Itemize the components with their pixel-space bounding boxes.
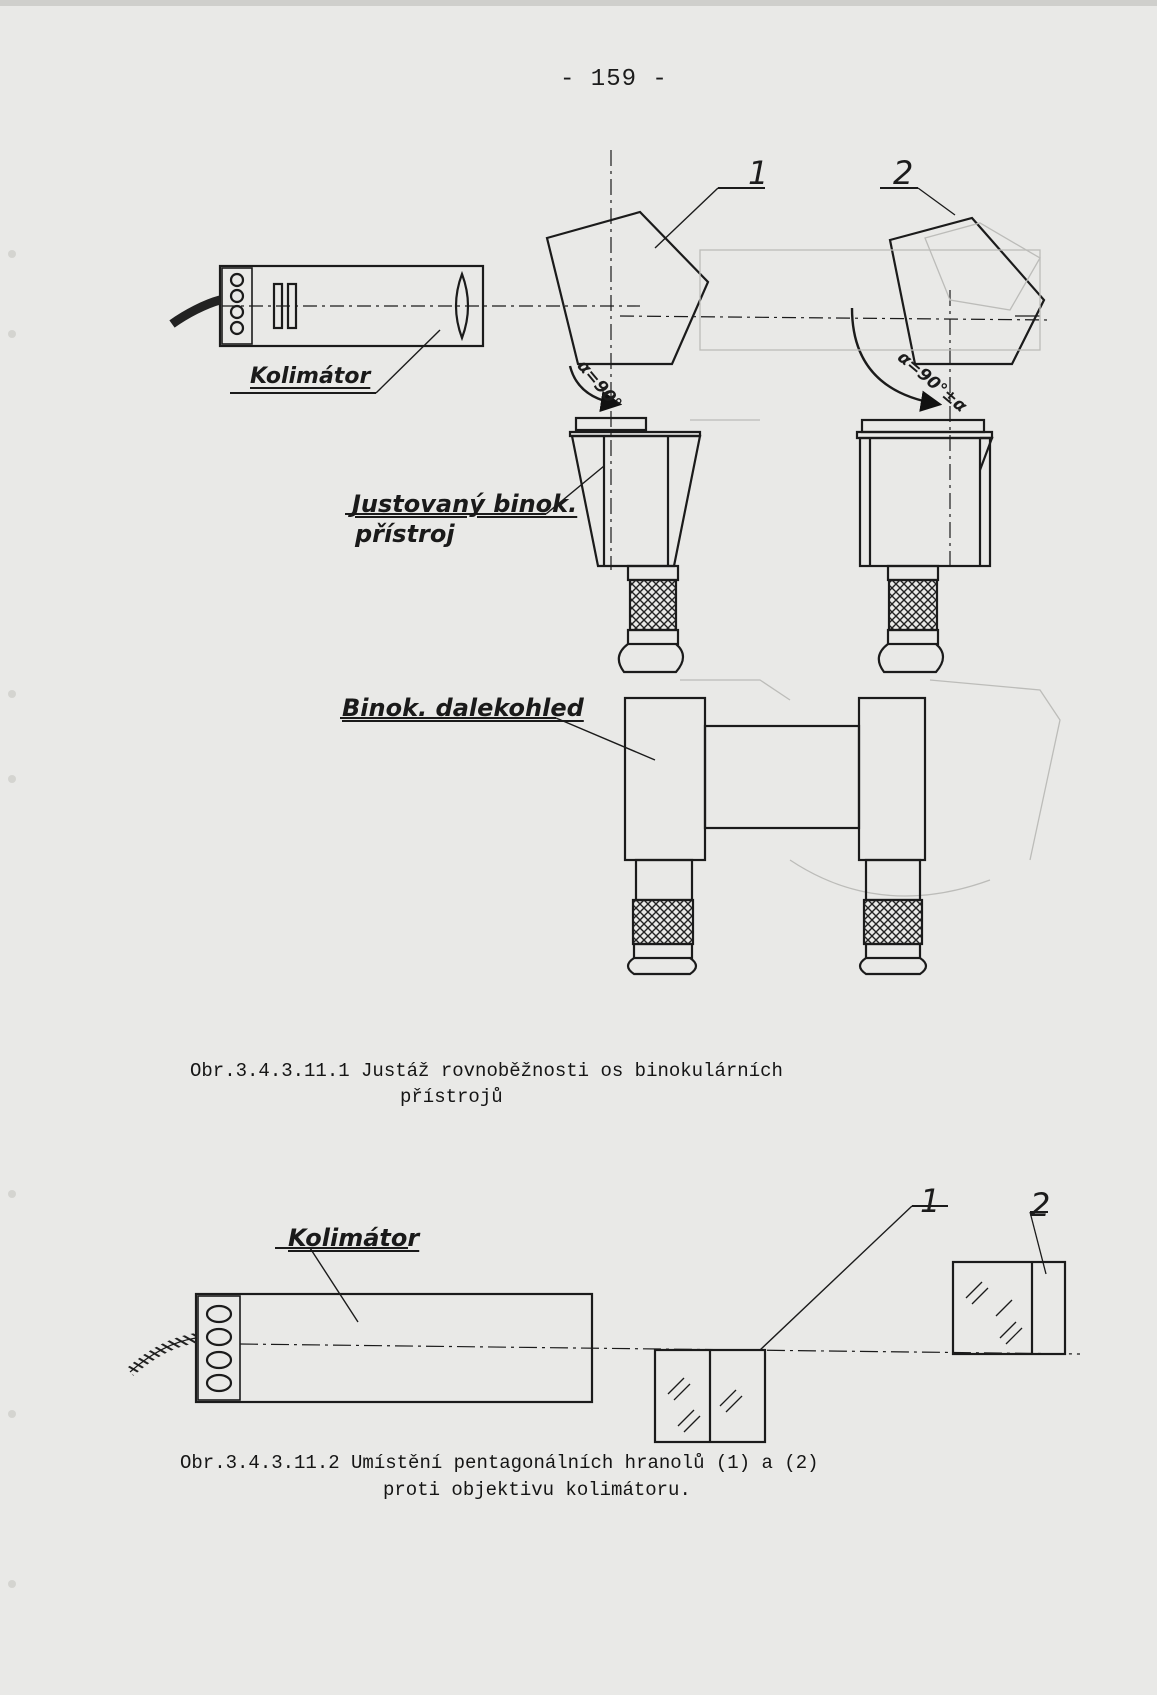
figure1-caption-line1: Obr.3.4.3.11.1 Justáž rovnoběžnosti os binokulárních [190,1060,783,1082]
binocular-left [570,418,705,974]
prism-2-number-fig1: 2 [893,154,914,192]
prism-2-number-fig2: 2 [1030,1186,1051,1224]
prism-1-number-fig1: 1 [748,154,769,192]
adjusted-binocular-label-line1: Justovaný binok. [352,490,578,518]
angle-label-1: α=90° [572,356,626,414]
collimator-label-fig2: Kolimátor [288,1224,420,1252]
binocular-telescope-label: Binok. dalekohled [342,694,584,722]
page-number: - 159 - [560,66,668,93]
figure1-caption-line2: přístrojů [400,1086,503,1108]
binocular-right [857,420,992,974]
prism-1-number-fig2: 1 [920,1182,941,1220]
pentaprism-2 [852,188,1044,570]
angle-label-2: α=90°±α [893,347,971,417]
pentaprism-1 [547,150,765,570]
collimator-2 [130,1248,1080,1402]
pentaprism-1-fig2 [655,1206,948,1442]
pentaprism-2-fig2 [953,1212,1065,1354]
figure2-caption-line2: proti objektivu kolimátoru. [383,1479,691,1501]
figure2-caption-line1: Obr.3.4.3.11.2 Umístění pentagonálních hranolů (1) a (2) [180,1452,819,1474]
adjusted-binocular-label-line2: přístroj [355,520,455,548]
collimator-label-fig1: Kolimátor [250,364,371,389]
binocular-bridge [705,726,859,828]
